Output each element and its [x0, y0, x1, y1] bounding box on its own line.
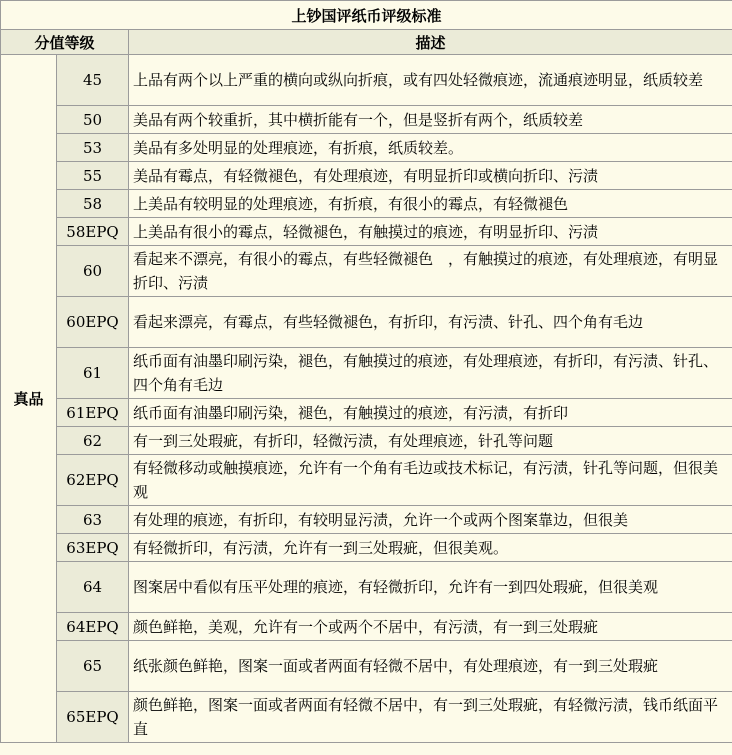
grade-cell: 64EPQ [57, 613, 129, 641]
table-row [1, 562, 732, 613]
description-cell: 上品有两个以上严重的横向或纵向折痕，或有四处轻微痕迹，流通痕迹明显，纸质较差 [129, 55, 732, 106]
description-cell: 纸张颜色鲜艳，图案一面或者两面有轻微不居中，有处理痕迹，有一到三处瑕疵 [129, 641, 732, 692]
grade-cell: 55 [57, 162, 129, 190]
table-body [1, 55, 732, 743]
grade-cell: 65EPQ [57, 692, 129, 743]
description-cell: 美品有多处明显的处理痕迹，有折痕，纸质较差。 [129, 134, 732, 162]
table-row [1, 641, 732, 692]
description-cell: 图案居中看似有压平处理的痕迹，有轻微折印，允许有一到四处瑕疵，但很美观 [129, 562, 732, 613]
grade-cell: 60EPQ [57, 297, 129, 348]
table-row [1, 162, 732, 190]
description-cell: 纸币面有油墨印刷污染，褪色，有触摸过的痕迹，有处理痕迹，有折印，有污渍、针孔、四个角有毛边 [129, 348, 732, 399]
grade-column-header: 分值等级 [1, 30, 129, 55]
description-cell: 纸币面有油墨印刷污染，褪色，有触摸过的痕迹，有污渍，有折印 [129, 399, 732, 427]
table-title: 上钞国评纸币评级标准 [1, 1, 732, 30]
grade-cell: 53 [57, 134, 129, 162]
table-row [1, 190, 732, 218]
grade-cell: 64 [57, 562, 129, 613]
table-row [1, 613, 732, 641]
description-cell: 上美品有较明显的处理痕迹，有折痕，有很小的霉点，有轻微褪色 [129, 190, 732, 218]
table-row [1, 106, 732, 134]
table-row [1, 134, 732, 162]
table-row [1, 692, 732, 743]
description-cell: 上美品有很小的霉点，轻微褪色，有触摸过的痕迹，有明显折印、污渍 [129, 218, 732, 246]
description-cell: 颜色鲜艳，图案一面或者两面有轻微不居中，有一到三处瑕疵，有轻微污渍，钱币纸面平直 [129, 692, 732, 743]
description-column-header: 描述 [129, 30, 732, 55]
grade-cell: 58EPQ [57, 218, 129, 246]
table-row [1, 297, 732, 348]
description-cell: 看起来不漂亮，有很小的霉点，有些轻微褪色 ，有触摸过的痕迹，有处理痕迹，有明显折印、污渍 [129, 246, 732, 297]
table-row [1, 218, 732, 246]
table-row [1, 55, 732, 106]
table-row [1, 399, 732, 427]
table-row [1, 427, 732, 455]
grade-cell: 63EPQ [57, 534, 129, 562]
grade-cell: 62 [57, 427, 129, 455]
grade-cell: 62EPQ [57, 455, 129, 506]
grade-cell: 60 [57, 246, 129, 297]
table-row [1, 534, 732, 562]
grade-cell: 50 [57, 106, 129, 134]
description-cell: 美品有霉点，有轻微褪色，有处理痕迹，有明显折印或横向折印、污渍 [129, 162, 732, 190]
description-cell: 有轻微折印，有污渍，允许有一到三处瑕疵，但很美观。 [129, 534, 732, 562]
description-cell: 美品有两个较重折，其中横折能有一个，但是竖折有两个，纸质较差 [129, 106, 732, 134]
grade-cell: 61EPQ [57, 399, 129, 427]
description-cell: 看起来漂亮，有霉点，有些轻微褪色，有折印，有污渍、针孔、四个角有毛边 [129, 297, 732, 348]
description-cell: 有一到三处瑕疵，有折印，轻微污渍，有处理痕迹，针孔等问题 [129, 427, 732, 455]
description-cell: 有处理的痕迹，有折印，有较明显污渍，允许一个或两个图案靠边，但很美 [129, 506, 732, 534]
description-cell: 有轻微移动或触摸痕迹，允许有一个角有毛边或技术标记，有污渍，针孔等问题，但很美观 [129, 455, 732, 506]
table-row [1, 506, 732, 534]
grade-cell: 61 [57, 348, 129, 399]
table-row [1, 455, 732, 506]
table-row [1, 348, 732, 399]
grade-cell: 45 [57, 55, 129, 106]
grade-cell: 65 [57, 641, 129, 692]
grade-cell: 58 [57, 190, 129, 218]
table-row [1, 246, 732, 297]
category-cell: 真品 [1, 55, 57, 743]
grade-cell: 63 [57, 506, 129, 534]
description-cell: 颜色鲜艳，美观，允许有一个或两个不居中，有污渍，有一到三处瑕疵 [129, 613, 732, 641]
